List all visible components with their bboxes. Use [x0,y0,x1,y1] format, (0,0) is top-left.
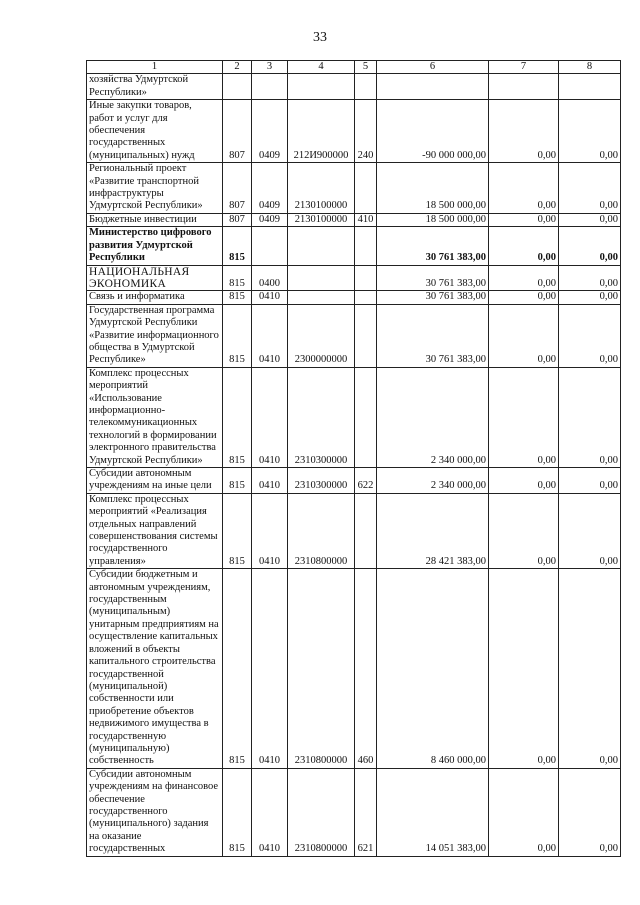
cell-expense-type [355,367,377,467]
expense-name-line: Субсидии бюджетным и [89,569,198,581]
cell-amount-year-2: 0,00 [489,100,559,163]
cell-amount [377,74,489,100]
cell-amount-year-3 [559,74,621,100]
column-header: 3 [252,61,288,74]
cell-amount: 2 340 000,00 [377,367,489,467]
cell-ministry-code: 807 [223,163,252,214]
table-row [87,468,621,494]
expense-name-line: государственных [89,843,166,855]
expense-name-line: технологий в формировании [89,429,217,441]
cell-target-article: 2310300000 [288,468,355,494]
expense-name-line: ЭКОНОМИКА [89,277,167,290]
expense-name-line: Государственная программа [89,304,215,316]
cell-ministry-code: 815 [223,265,252,291]
cell-amount-year-3: 0,00 [559,100,621,163]
table-row [87,265,621,291]
cell-amount-year-3: 0,00 [559,367,621,467]
cell-ministry-code: 815 [223,291,252,304]
expense-name-line: учреждениям на финансовое [89,781,219,793]
expense-name-line: государственным [89,594,167,606]
expense-name-line: вложений в объекты [89,643,180,655]
cell-amount-year-2: 0,00 [489,227,559,265]
cell-amount: 18 500 000,00 [377,213,489,226]
cell-expense-type: 622 [355,468,377,494]
table-row [87,163,621,214]
cell-expense-name [87,768,223,856]
expense-name-line: государственного [89,805,168,817]
expense-name-line: учреждениям на иные цели [89,480,212,492]
cell-expense-type [355,493,377,568]
cell-target-article: 2130100000 [288,213,355,226]
expense-name-line: (муниципальную) [89,742,170,754]
cell-amount: -90 000 000,00 [377,100,489,163]
cell-section-code: 0400 [252,265,288,291]
cell-target-article: 2130100000 [288,163,355,214]
cell-expense-name [87,367,223,467]
cell-amount-year-3: 0,00 [559,468,621,494]
cell-expense-name [87,227,223,265]
cell-expense-name [87,569,223,769]
expense-name-line: Иные закупки товаров, [89,100,192,112]
cell-ministry-code: 815 [223,493,252,568]
cell-section-code: 0409 [252,100,288,163]
cell-ministry-code: 815 [223,304,252,367]
cell-expense-type: 621 [355,768,377,856]
expense-name-line: Связь и информатика [89,291,185,303]
expense-name-line: телекоммуникационных [89,417,198,429]
cell-ministry-code: 807 [223,100,252,163]
cell-section-code: 0410 [252,291,288,304]
cell-section-code: 0410 [252,304,288,367]
expense-name-line: мероприятий [89,380,148,392]
cell-expense-type: 460 [355,569,377,769]
expense-name-line: Республике» [89,354,146,366]
cell-amount: 14 051 383,00 [377,768,489,856]
cell-amount-year-3: 0,00 [559,265,621,291]
expense-name-line: государственную [89,730,167,742]
expense-name-line: управления» [89,555,146,567]
expense-name-line: «Использование [89,392,162,404]
cell-amount-year-2: 0,00 [489,493,559,568]
cell-expense-name [87,74,223,100]
table-row [87,227,621,265]
expense-name-line: Комплекс процессных [89,367,189,379]
cell-amount-year-2: 0,00 [489,265,559,291]
cell-target-article: 2310800000 [288,768,355,856]
cell-amount-year-2: 0,00 [489,569,559,769]
expense-name-line: Республики [89,252,145,264]
cell-amount: 18 500 000,00 [377,163,489,214]
expense-name-line: Региональный проект [89,163,187,175]
cell-amount-year-2: 0,00 [489,213,559,226]
expense-name-line: собственности или [89,693,174,705]
table-row [87,768,621,856]
table-header-row [87,61,621,74]
expense-name-line: собственность [89,755,154,767]
expense-name-line: (муниципальной) [89,680,168,692]
column-header: 7 [489,61,559,74]
table-row [87,291,621,304]
cell-target-article [288,265,355,291]
cell-expense-type [355,304,377,367]
expense-name-line: осуществление капитальных [89,631,218,643]
cell-section-code [252,74,288,100]
cell-amount-year-3: 0,00 [559,569,621,769]
cell-ministry-code: 815 [223,468,252,494]
cell-amount: 28 421 383,00 [377,493,489,568]
cell-ministry-code: 815 [223,227,252,265]
cell-ministry-code: 815 [223,768,252,856]
cell-expense-type: 410 [355,213,377,226]
cell-amount: 30 761 383,00 [377,227,489,265]
expense-name-line: (муниципальных) нужд [89,149,195,161]
cell-expense-type: 240 [355,100,377,163]
expense-name-line: (муниципального) задания [89,818,209,830]
expense-name-line: совершенствования системы [89,531,218,543]
cell-amount-year-3: 0,00 [559,768,621,856]
expense-name-line: (муниципальным) [89,606,171,618]
cell-target-article: 212И900000 [288,100,355,163]
cell-expense-type [355,265,377,291]
cell-amount-year-3: 0,00 [559,163,621,214]
column-header: 8 [559,61,621,74]
cell-target-article: 2300000000 [288,304,355,367]
expense-name-line: работ и услуг для [89,112,168,124]
table-row [87,100,621,163]
expense-name-line: «Развитие транспортной [89,175,199,187]
column-header: 5 [355,61,377,74]
cell-amount-year-2: 0,00 [489,291,559,304]
table-row [87,493,621,568]
expense-name-line: обеспечения [89,125,146,137]
expense-name-line: Министерство цифрового [89,227,212,239]
cell-target-article: 2310300000 [288,367,355,467]
cell-amount: 30 761 383,00 [377,291,489,304]
expense-name-line: приобретение объектов [89,705,194,717]
expense-name-line: «Развитие информационного [89,329,219,341]
budget-table [86,60,621,857]
table-row [87,367,621,467]
expense-name-line: развития Удмуртской [89,239,193,251]
cell-ministry-code: 815 [223,367,252,467]
cell-expense-name [87,468,223,494]
cell-expense-type [355,291,377,304]
cell-amount: 30 761 383,00 [377,304,489,367]
cell-expense-name [87,304,223,367]
expense-name-line: информационно- [89,404,166,416]
cell-target-article [288,227,355,265]
cell-section-code: 0410 [252,468,288,494]
expense-name-line: государственных [89,137,166,149]
cell-ministry-code: 807 [223,213,252,226]
cell-section-code: 0409 [252,163,288,214]
cell-amount-year-3: 0,00 [559,304,621,367]
expense-name-line: государственной [89,668,164,680]
cell-amount-year-3: 0,00 [559,227,621,265]
cell-target-article [288,74,355,100]
cell-expense-name [87,493,223,568]
expense-name-line: на оказание [89,830,142,842]
cell-expense-name [87,291,223,304]
expense-name-line: Субсидии автономным [89,468,192,479]
cell-target-article [288,291,355,304]
cell-expense-name [87,163,223,214]
cell-target-article: 2310800000 [288,569,355,769]
column-header: 4 [288,61,355,74]
cell-section-code: 0410 [252,768,288,856]
cell-expense-type [355,74,377,100]
cell-amount-year-2: 0,00 [489,768,559,856]
expense-name-line: государственного [89,543,168,555]
cell-section-code: 0410 [252,569,288,769]
table-row [87,74,621,100]
expense-name-line: Республики» [89,86,147,98]
cell-amount-year-3: 0,00 [559,213,621,226]
expense-name-line: автономным учреждениям, [89,581,211,593]
table-row [87,304,621,367]
expense-name-line: НАЦИОНАЛЬНАЯ [89,265,190,278]
cell-amount: 2 340 000,00 [377,468,489,494]
cell-amount: 30 761 383,00 [377,265,489,291]
cell-amount-year-3: 0,00 [559,291,621,304]
expense-name-line: Удмуртской Республики» [89,454,203,466]
expense-name-line: капитального строительства [89,656,216,668]
cell-amount-year-3: 0,00 [559,493,621,568]
expense-name-line: отдельных направлений [89,518,197,530]
expense-name-line: недвижимого имущества в [89,718,209,730]
cell-amount: 8 460 000,00 [377,569,489,769]
cell-section-code [252,227,288,265]
cell-ministry-code: 815 [223,569,252,769]
page-number: 33 [313,30,327,45]
expense-name-line: общества в Удмуртской [89,341,195,353]
expense-name-line: мероприятий «Реализация [89,506,207,518]
column-header: 6 [377,61,489,74]
table-body [87,61,621,857]
cell-target-article: 2310800000 [288,493,355,568]
cell-section-code: 0410 [252,493,288,568]
expense-name-line: хозяйства Удмуртской [89,74,189,86]
expense-name-line: Комплекс процессных [89,493,189,505]
cell-amount-year-2: 0,00 [489,304,559,367]
column-header: 1 [87,61,223,74]
cell-expense-type [355,163,377,214]
column-header: 2 [223,61,252,74]
cell-expense-name [87,265,223,291]
expense-name-line: унитарным предприятиям на [89,618,219,630]
cell-amount-year-2: 0,00 [489,367,559,467]
cell-amount-year-2 [489,74,559,100]
expense-name-line: Бюджетные инвестиции [89,213,197,225]
expense-name-line: Удмуртской Республики» [89,200,203,212]
expense-name-line: электронного правительства [89,442,216,454]
cell-ministry-code [223,74,252,100]
cell-expense-name [87,213,223,226]
table-row [87,213,621,226]
expense-name-line: обеспечение [89,793,145,805]
expense-name-line: инфраструктуры [89,188,164,200]
table-row [87,569,621,769]
cell-section-code: 0409 [252,213,288,226]
cell-expense-type [355,227,377,265]
cell-expense-name [87,100,223,163]
cell-amount-year-2: 0,00 [489,468,559,494]
expense-name-line: Субсидии автономным [89,768,192,780]
cell-amount-year-2: 0,00 [489,163,559,214]
cell-section-code: 0410 [252,367,288,467]
expense-name-line: Удмуртской Республики [89,317,198,329]
